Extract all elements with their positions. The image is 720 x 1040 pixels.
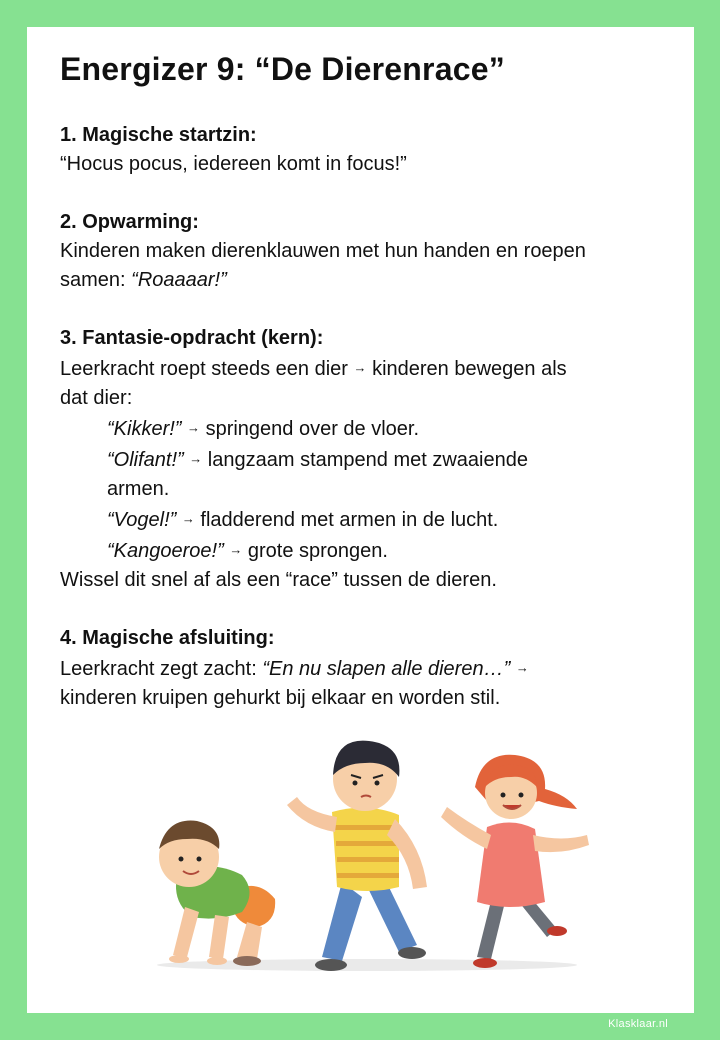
section-startzin: [60, 121, 680, 179]
section-heading: 4. Magische afsluiting:: [60, 627, 275, 649]
arrow-icon: →: [187, 420, 201, 435]
section-text: “Hocus pocus, iedereen komt in focus!”: [60, 153, 407, 175]
page-title: Energizer 9: “De Dierenrace”: [60, 51, 505, 87]
stomping-boy: [287, 741, 427, 971]
animal-action: langzaam stampend met zwaaiende: [202, 449, 528, 471]
section-text: kinderen kruipen gehurkt bij elkaar en worden stil.: [60, 687, 501, 709]
section-afsluiting: [60, 624, 680, 713]
section-text: [60, 353, 680, 384]
card-content: [60, 47, 680, 713]
animal-name: “Vogel!”: [107, 509, 177, 531]
flapping-girl: [441, 755, 589, 968]
animal-name: “Kangoeroe!”: [107, 540, 224, 562]
text-plain: kinderen bewegen als: [366, 358, 567, 380]
footer-brand: Klasklaar.nl: [608, 1018, 668, 1030]
crouching-boy: [159, 821, 275, 966]
animal-action: grote sprongen.: [242, 540, 388, 562]
text-plain: Leerkracht zegt zacht:: [60, 658, 263, 680]
section-text: [60, 266, 680, 295]
section-heading: 3. Fantasie-opdracht (kern):: [60, 327, 324, 349]
animal-name: “Kikker!”: [107, 418, 182, 440]
arrow-icon: →: [515, 660, 529, 675]
children-illustration: [137, 717, 597, 977]
animal-action: springend over de vloer.: [200, 418, 420, 440]
text-plain: samen:: [60, 269, 132, 291]
section-text: dat dier:: [60, 387, 133, 409]
arrow-icon: →: [353, 360, 367, 375]
animal-item-olifant: [60, 444, 680, 475]
animal-item-kangoeroe: [60, 535, 680, 566]
text-emphasis: “En nu slapen alle dieren…”: [262, 658, 511, 680]
section-opwarming: [60, 208, 680, 295]
animal-name: “Olifant!”: [107, 449, 184, 471]
text-plain: Leerkracht roept steeds een dier: [60, 358, 354, 380]
text-emphasis: “Roaaaar!”: [131, 269, 227, 291]
arrow-icon: →: [181, 511, 195, 526]
animal-action: fladderend met armen in de lucht.: [194, 509, 499, 531]
section-heading: 2. Opwarming:: [60, 211, 199, 233]
arrow-icon: →: [229, 542, 243, 557]
arrow-icon: →: [189, 451, 203, 466]
section-text: [60, 653, 680, 684]
energizer-card: [27, 27, 694, 1013]
section-heading: 1. Magische startzin:: [60, 124, 257, 146]
animal-item-kikker: [60, 413, 680, 444]
animal-item-olifant-cont: armen.: [107, 478, 170, 500]
section-text: Wissel dit snel af als een “race” tussen de dieren.: [60, 569, 497, 591]
section-text: Kinderen maken dierenklauwen met hun handen en roepen: [60, 240, 586, 262]
section-fantasie: [60, 324, 680, 595]
animal-item-vogel: [60, 504, 680, 535]
